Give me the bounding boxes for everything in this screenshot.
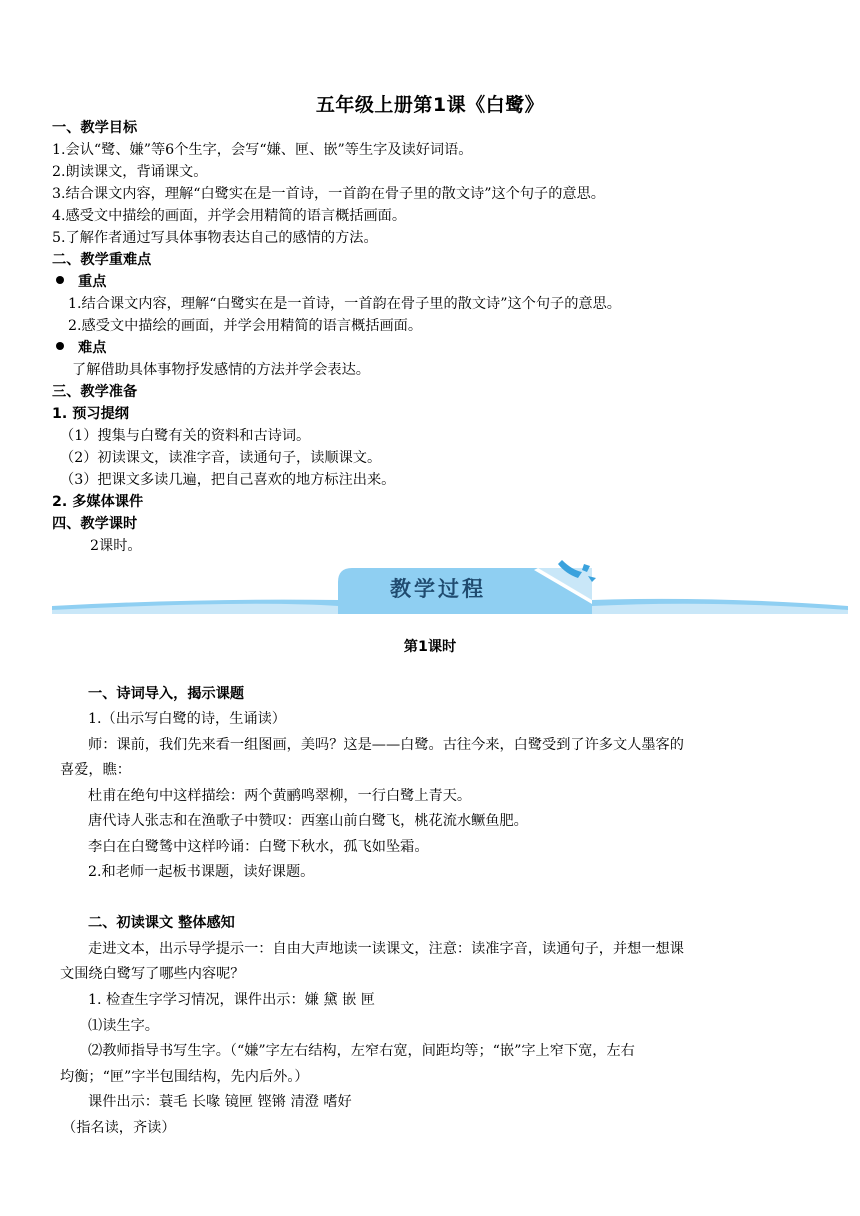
process-paragraph: （指名读，齐读） [62, 1120, 176, 1136]
process-paragraph: 李白在白鹭鸶中这样吟诵：白鹭下秋水，孤飞如坠霜。 [88, 839, 429, 855]
difficulty-label: 难点 [56, 338, 106, 358]
process-paragraph: 均衡；“匣”字半包围结构，先内后外。） [60, 1069, 309, 1085]
prep-subitem: （3）把课文多读几遍，把自己喜欢的地方标注出来。 [60, 472, 396, 488]
key-point-item: 2.感受文中描绘的画面，并学会用精简的语言概括画面。 [68, 318, 423, 334]
process-paragraph: 1.（出示写白鹭的诗，生诵读） [88, 711, 286, 727]
period-heading: 第1课时 [403, 639, 457, 655]
process-paragraph: 师：课前，我们先来看一组图画，美吗？这是——白鹭。古往今来，白鹭受到了许多文人墨客的 [88, 737, 684, 753]
process-paragraph: 课件出示：蓑毛 长喙 镜匣 铿锵 清澄 嗜好 [88, 1094, 352, 1110]
process-heading: 一、诗词导入，揭示课题 [88, 686, 245, 702]
prep-item: 2. 多媒体课件 [52, 494, 144, 510]
process-paragraph: ⑵教师指导书写生字。（“嫌”字左右结构，左窄右宽，间距均等；“嵌”字上窄下宽，左右 [88, 1043, 635, 1059]
goal-item: 5.了解作者通过写具体事物表达自己的感情的方法。 [52, 230, 378, 246]
goal-item: 3.结合课文内容，理解“白鹭实在是一首诗，一首韵在骨子里的散文诗”这个句子的意思。 [52, 186, 605, 202]
prep-subitem: （2）初读课文，读准字音，读通句子，读顺课文。 [60, 450, 382, 466]
banner-title: 教学过程 [390, 577, 486, 601]
process-paragraph: 杜甫在绝句中这样描绘：两个黄鹂鸣翠柳，一行白鹭上青天。 [88, 788, 472, 804]
goal-item: 4.感受文中描绘的画面，并学会用精简的语言概括画面。 [52, 208, 407, 224]
bullet-icon [56, 342, 64, 350]
process-paragraph: 2.和老师一起板书课题，读好课题。 [88, 864, 315, 880]
prep-subitem: （1）搜集与白鹭有关的资料和古诗词。 [60, 428, 311, 444]
bullet-icon [56, 276, 64, 284]
process-paragraph: 1. 检查生字学习情况，课件出示：嫌 黛 嵌 匣 [88, 992, 375, 1008]
process-paragraph: 文围绕白鹭写了哪些内容呢？ [60, 966, 245, 982]
key-point-item: 1.结合课文内容，理解“白鹭实在是一首诗，一首韵在骨子里的散文诗”这个句子的意思。 [68, 296, 621, 312]
process-paragraph: 喜爱，瞧： [60, 762, 131, 778]
key-point-label: 重点 [56, 272, 106, 292]
section-heading-hours: 四、教学课时 [52, 516, 138, 532]
goal-item: 1.会认“鹭、嫌”等6个生字，会写“嫌、匣、嵌”等生字及读好词语。 [52, 142, 473, 158]
section-heading-goals: 一、教学目标 [52, 120, 138, 136]
prep-item: 1. 预习提纲 [52, 406, 129, 422]
hours-value: 2课时。 [90, 538, 142, 554]
difficulty-item: 了解借助具体事物抒发感情的方法并学会表达。 [72, 362, 370, 378]
goal-item: 2.朗读课文，背诵课文。 [52, 164, 208, 180]
process-paragraph: 走进文本，出示导学提示一：自由大声地读一读课文，注意：读准字音，读通句子，并想一想课 [88, 941, 684, 957]
process-paragraph: 唐代诗人张志和在渔歌子中赞叹：西塞山前白鹭飞，桃花流水鳜鱼肥。 [88, 813, 528, 829]
section-heading-key-difficulty: 二、教学重难点 [52, 252, 152, 268]
section-heading-preparation: 三、教学准备 [52, 384, 138, 400]
document-title: 五年级上册第1课《白鹭》 [315, 94, 545, 116]
process-paragraph: ⑴读生字。 [88, 1018, 159, 1034]
process-heading: 二、初读课文 整体感知 [88, 915, 235, 931]
